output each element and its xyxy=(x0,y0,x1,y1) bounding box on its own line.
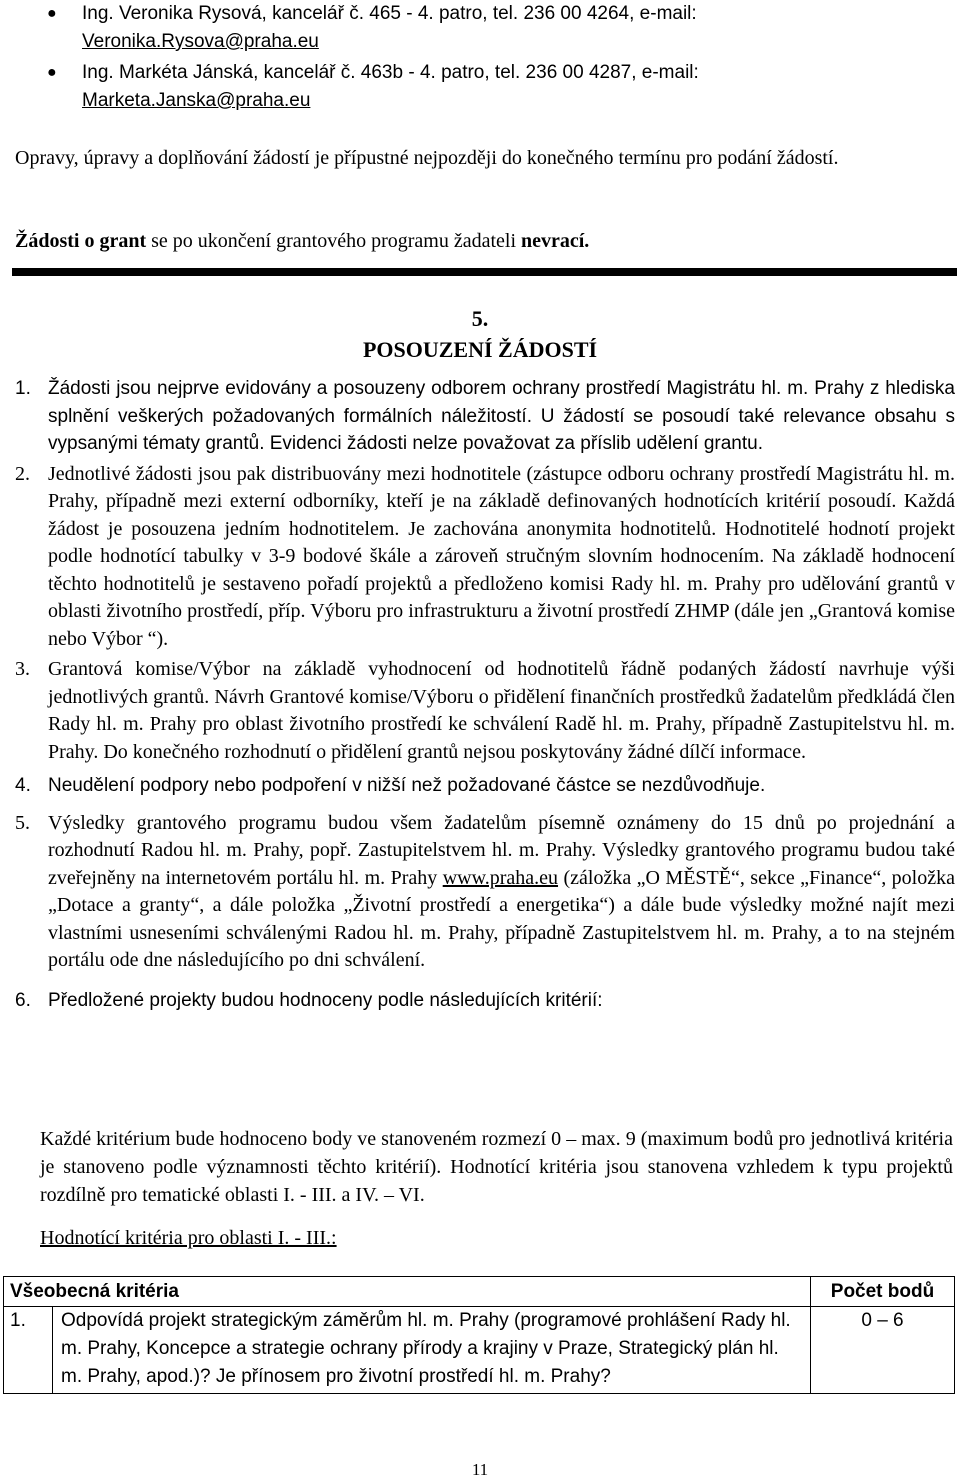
contact-email-link[interactable]: Veronika.Rysova@praha.eu xyxy=(82,31,319,52)
criteria-heading: Hodnotící kritéria pro oblasti I. - III.: xyxy=(40,1227,337,1249)
list-item xyxy=(15,461,955,654)
praha-eu-link[interactable]: www.praha.eu xyxy=(442,866,559,889)
row-points: 0 – 6 xyxy=(811,1307,955,1394)
not-returned-middle: se po ukončení grantového programu žadateli xyxy=(146,230,521,252)
list-item xyxy=(15,810,955,975)
row-number: 1. xyxy=(4,1307,53,1394)
list-item-number: 6. xyxy=(15,989,31,1011)
list-item xyxy=(15,987,955,1015)
section-divider xyxy=(12,268,957,276)
section-number: 5. xyxy=(471,306,489,331)
list-item-number: 1. xyxy=(15,378,31,399)
row-criterion: Odpovídá projekt strategickým záměrům hl. m. Prahy (programové prohlášení Rady hl. m. Prahy, Koncepce a strategie ochrany přírody a krajiny v Praze, Strategický plán hl. m. Prahy, apod.)? Je přínosem pro životní prostředí hl. m. Prahy? xyxy=(53,1307,811,1394)
contact-line: Ing. Veronika Rysová, kancelář č. 465 - 4. patro, tel. 236 00 4264, e-mail: xyxy=(82,3,697,24)
criteria-table xyxy=(3,1276,955,1394)
contact-line: Ing. Markéta Jánská, kancelář č. 463b - 4. patro, tel. 236 00 4287, e-mail: xyxy=(82,62,699,83)
bullet-icon: ● xyxy=(47,64,57,81)
list-item-text-before-link: Výsledky grantového programu budou všem žadatelům písemně oznámeny do 15 dnů po projednání a rozhodnutí Radou hl. m. Prahy, popř. Zastupitelstvem hl. m. Prahy. Výsledky grantového programu budou také zveřejněny na internetovém portálu hl. m. Prahy xyxy=(48,811,955,889)
list-item xyxy=(15,375,955,458)
list-item-text: Jednotlivé žádosti jsou pak distribuovány mezi hodnotitele (zástupce odboru ochrany prostředí Magistrátu hl. m. Prahy, případně mezi externí odborníky, kteří je na základě definovaných hodnotících kritérií posoudí. Každá žádost je posouzena jedním hodnotitelem. Je zachována anonymita hodnotitelů. Hodnotitelé hodnotí projekt podle hodnotící tabulky v 3-9 bodové škále a zároveň stručným slovním hodnocením. Na základě hodnocení těchto hodnotitelů je sestaveno pořadí projektů a předloženo komisi Rady hl. m. Prahy pro udělování grantů v oblasti životního prostředí, příp. Výboru pro infrastrukturu a životní prostředí ZHMP (dále jen „Grantová komise nebo Výbor “). xyxy=(48,462,955,650)
header-points: Počet bodů xyxy=(811,1277,955,1307)
contact-list xyxy=(15,0,945,118)
list-item-text: Neudělení podpory nebo podpoření v nižší než požadované částce se nezdůvodňuje. xyxy=(48,775,766,796)
header-criteria: Všeobecná kritéria xyxy=(4,1277,811,1307)
list-item-number: 5. xyxy=(15,811,30,834)
corrections-paragraph: Opravy, úpravy a doplňování žádostí je přípustné nejpozději do konečného termínu pro podání žádostí. xyxy=(15,147,839,169)
bullet-icon: ● xyxy=(47,5,57,22)
contact-item xyxy=(15,59,945,115)
list-item xyxy=(15,772,955,800)
contact-email-link[interactable]: Marketa.Janska@praha.eu xyxy=(82,90,311,111)
page-number: 11 xyxy=(471,1460,489,1479)
section-title: POSOUZENÍ ŽÁDOSTÍ xyxy=(362,337,598,362)
not-returned-bold-end: nevrací. xyxy=(521,230,590,252)
contact-item xyxy=(15,0,945,56)
not-returned-bold-start: Žádosti o grant xyxy=(15,230,147,252)
list-item-text-after-link: (záložka „O MĚSTĚ“, sekce „Finance“, položka „Dotace a granty“, a dále položka „Životní prostředí a energetika“) a dále bude výsledky možné najít mezi vlastními usneseními schválenými Radou hl. m. Prahy, případně Zastupitelstvem hl. m. Prahy, a to na stejném portálu ode dne následujícího po dni schválení. xyxy=(48,866,955,971)
not-returned-paragraph xyxy=(15,226,955,256)
list-item-text: Předložené projekty budou hodnoceny podle následujících kritérií: xyxy=(48,989,603,1011)
table-header-row xyxy=(4,1277,955,1307)
list-item-number: 4. xyxy=(15,775,31,796)
criteria-paragraph: Každé kritérium bude hodnoceno body ve stanoveném rozmezí 0 – max. 9 (maximum bodů pro jednotlivá kritéria je stanoveno podle významnosti těchto kritérií). Hodnotící kritéria jsou stanovena vzhledem k typu projektů rozdílně pro tematické oblasti I. - III. a IV. – VI. xyxy=(40,1128,953,1206)
list-item-text: Žádosti jsou nejprve evidovány a posouzeny odborem ochrany prostředí Magistrátu hl. m. Prahy z hlediska splnění veškerých požadovaných formálních náležitostí. U žádostí se posoudí také relevance obsahu s vypsanými tématy grantů. Evidenci žádosti nelze považovat za příslib udělení grantu. xyxy=(48,378,955,454)
list-item-text: Grantová komise/Výbor na základě vyhodnocení od hodnotitelů řádně podaných žádostí navrhuje výši jednotlivých grantů. Návrh Grantové komise/Výboru o přidělení finančních prostředků žadatelům předkládá člen Rady hl. m. Prahy pro oblast životního prostředí ke schválení Radě hl. m. Prahy, případně Zastupitelstvu hl. m. Prahy. Do konečného rozhodnutí o přidělení grantů nejsou poskytovány žádné dílčí informace. xyxy=(48,658,955,763)
procedure-list xyxy=(15,375,955,1017)
table-row xyxy=(4,1307,955,1394)
list-item-number: 2. xyxy=(15,462,30,485)
list-item xyxy=(15,656,955,766)
list-item-number: 3. xyxy=(15,658,30,680)
